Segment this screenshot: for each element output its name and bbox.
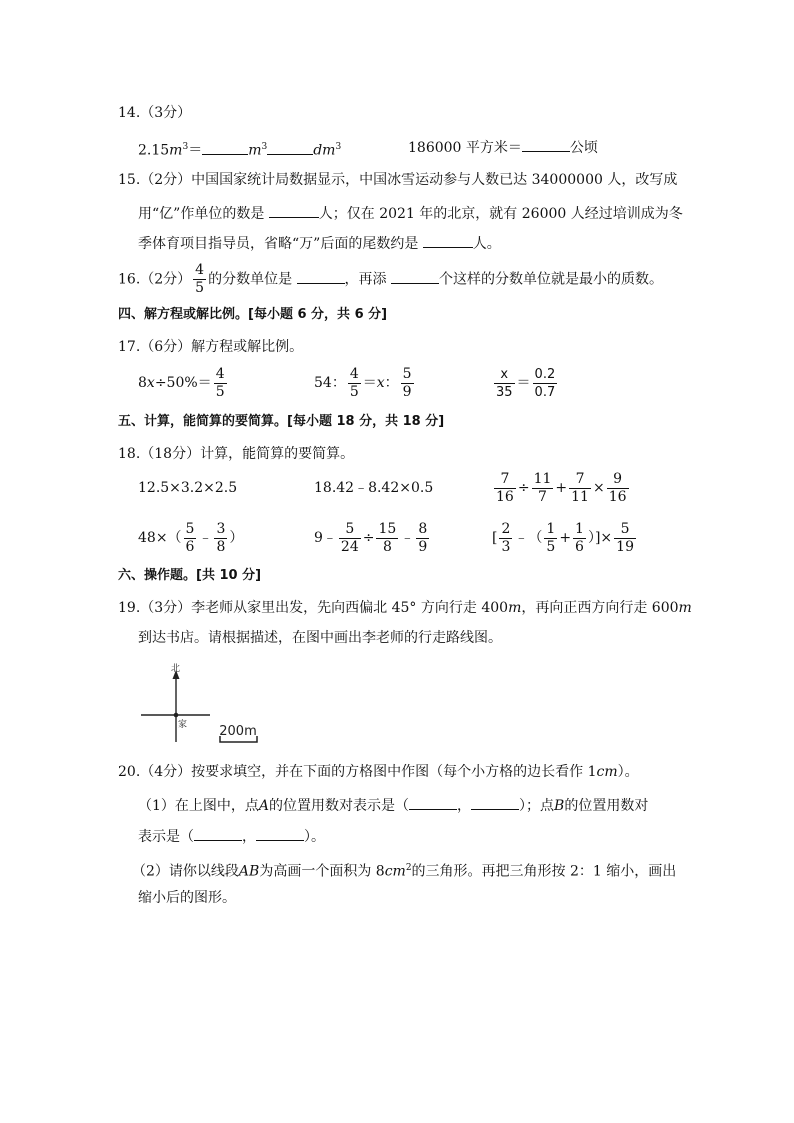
q20-segment-ab: AB [238,863,260,880]
q15-line3 [138,233,501,254]
q16-blank-2[interactable] [391,269,439,284]
q18-c3-n2: 11 [533,470,552,487]
q16-t2: ，再添 [344,271,387,288]
q14-blank-3[interactable] [522,137,570,152]
q17-eq3-den1: 35 [496,384,513,400]
q18-c6-frac3 [573,521,586,556]
q20-s1b: 的位置用数对表示是（ [269,798,410,814]
q18-c3-op3: × [592,480,605,496]
q14-sup3: 3 [335,142,342,152]
q20-s2-line1 [132,858,676,882]
q18-calc6 [492,520,638,556]
q20-line1 [118,762,639,782]
q19-unit-m1: m [508,600,522,616]
scale-label: 200m [219,724,257,739]
q20-s1d: 的位置用数对 [564,798,649,814]
q18-c6-n2: 1 [546,520,556,537]
home-point-icon [174,713,179,718]
q18-c5-d3: 9 [418,538,428,555]
q18-c5-pre: 9﹣ [314,530,337,546]
q18-c3-frac4 [607,471,629,506]
q17-eq2-mid: ＝ [362,375,377,391]
q17-eq2-frac1 [348,366,361,401]
q18-c3-op1: ÷ [517,480,530,496]
q18-c5-n1: 5 [339,521,361,539]
q18-c5-op2: ﹣ [400,530,415,546]
q18-c6-d2: 5 [546,538,556,555]
q20-s2c: 的三角形。再把三角形按 2：1 缩小，画出 [411,863,677,880]
q15-line2a: 用“亿”作单位的数是 [138,206,265,222]
q14-sup2: 3 [261,142,268,152]
q18-c4-n2: 3 [216,520,226,537]
q14-label: 14.（3分） [118,105,192,121]
compass-figure [138,660,278,748]
q18-c6-n1: 2 [501,520,511,537]
q18-c5-d1: 24 [340,538,359,555]
q17-eq2-pre: 54： [314,375,346,391]
q18-c6-d3: 6 [575,538,584,555]
q15-line2 [138,203,683,224]
q20-s1-line1 [138,795,648,816]
q14-eq: ＝ [188,142,203,159]
q20-blank-b-y[interactable] [256,826,304,841]
q14-value: 2.15 [138,142,170,159]
q18-c3-frac1 [494,471,516,506]
q20-point-a: A [258,798,270,814]
q17-label: 17.（6分）解方程或解比例。 [118,339,304,355]
q20-comma-2: ， [242,829,256,845]
q15-line1: 15.（2分）中国国家统计局数据显示，中国冰雪运动参与人数已达 34000000 人，改写成 [118,172,678,188]
q20-s1-line2 [138,826,325,847]
q15-blank-1[interactable] [269,203,319,218]
q20-line1a: 20.（4分）按要求填空，并在下面的方格图中作图（每个小方格的边长看作 1 [118,764,597,780]
q18-c3-d1: 16 [496,488,514,505]
q18-c3-n3: 7 [569,471,591,489]
q17-eq2-den1: 5 [349,383,359,400]
q17-eq2-x: x [376,375,385,391]
q17-eq3 [492,365,559,401]
q17-eq2-colon: ： [384,375,399,391]
q16-t1: 的分数单位是 [208,271,293,288]
home-label: 家 [178,720,188,730]
q18-c5-n3: 8 [418,520,428,537]
q20-unit-cm2: cm [384,863,406,880]
q17-eq2-num2: 5 [402,365,412,382]
q20-blank-a-x[interactable] [409,795,457,810]
q18-c4-d2: 8 [216,538,226,555]
q16-t3: 个这样的分数单位就是最小的质数。 [439,271,663,288]
q16-den: 5 [195,280,205,296]
q14-unit-m2: m [248,142,262,159]
q18-c5-d2: 8 [382,538,392,555]
q18-label: 18.（18分）计算，能简算的要简算。 [118,446,355,462]
q20-s2-line2: 缩小后的图形。 [138,890,236,906]
q15-line3b: 人。 [472,236,501,252]
q18-calc1: 12.5×3.2×2.5 [138,480,238,496]
q18-c5-frac3 [416,521,429,556]
north-label: 北 [171,664,181,674]
q20-unit-cm: cm [596,764,618,780]
q15-blank-2[interactable] [423,233,473,248]
q18-c3-d3: 11 [571,488,589,505]
q17-eq1 [138,365,229,401]
q18-c3-d4: 16 [608,488,627,505]
q15-line3a: 季体育项目指导员，省略“万”后面的尾数约是 [138,236,419,252]
q20-point-b: B [554,798,565,814]
q18-c3-n4: 9 [607,471,629,489]
q17-eq3-eq: ＝ [516,375,531,391]
q17-eq3-num2: 0.2 [534,366,556,382]
q20-s1e: 表示是（ [138,829,194,845]
q16-num: 4 [195,262,205,278]
q17-eq1-pre: 8 [138,375,147,391]
q20-sup2: 2 [405,863,412,873]
q18-c3-frac2 [532,471,554,506]
q18-c4-op: ﹣ [198,530,213,546]
q18-c6-frac4 [614,521,636,556]
q18-c4-d1: 6 [185,538,195,555]
q17-eq3-frac2 [533,366,558,401]
q18-c6-op3: ）]× [587,530,613,546]
q14-line [138,137,341,161]
q14-unit-dm: dm [313,142,336,159]
q16-line [118,262,663,297]
q20-line1b: ）。 [617,764,639,780]
q17-eq1-mid: ÷50%＝ [154,375,212,391]
q18-c5-frac2 [376,521,398,556]
q19-line1a: 19.（3分）李老师从家里出发，先向西偏北 45° 方向行走 400 [118,600,509,616]
q18-c3-frac3 [569,471,591,506]
q18-c3-op2: + [555,480,568,496]
q18-c4-n1: 5 [185,520,195,537]
section-5-title: 五、计算，能简算的要简算。[每小题 18 分，共 18 分] [118,414,445,429]
q19-line1b: ，再向正西方向行走 600 [521,600,679,616]
q20-blank-a-y[interactable] [471,795,519,810]
q18-calc3 [492,470,631,506]
q20-s2b: 为高画一个面积为 8 [259,863,385,880]
q17-eq3-num1: x [494,366,515,384]
q18-c6-d4: 19 [616,538,634,555]
q20-blank-b-x[interactable] [194,826,242,841]
q18-calc2: 18.42﹣8.42×0.5 [314,480,434,496]
q18-c6-n4: 5 [614,521,636,539]
q14-sup: 3 [182,142,189,152]
q18-calc4 [138,520,243,556]
q18-c3-d2: 7 [538,488,547,505]
q18-c5-frac1 [339,521,361,556]
q19-route-diagram[interactable] [138,660,278,748]
q20-comma-1: ， [457,798,472,814]
q18-c5-op1: ÷ [362,530,375,546]
q14-line-b [408,137,598,158]
q20-s1f: ）。 [304,829,325,845]
q17-eq1-num: 4 [215,365,225,382]
q18-c6-frac2 [544,521,557,556]
q20-s1a: （1）在上图中，点 [138,798,259,814]
section-6-title: 六、操作题。[共 10 分] [118,568,262,583]
q19-line1 [118,598,692,618]
q17-eq3-den2: 0.7 [534,384,556,400]
q20-s2a: （2）请你以线段 [132,863,239,880]
q18-c6-n3: 1 [575,520,584,537]
q14-unit-m: m [169,142,183,159]
q18-c6-op1: ﹣（ [514,530,543,546]
q20-s1c: ）；点 [519,798,555,814]
q18-c3-n1: 7 [494,471,516,489]
q18-c6-pre: [ [492,530,498,546]
q19-unit-m2: m [678,600,692,616]
q18-c6-d1: 3 [501,538,511,555]
q17-eq1-x: x [146,375,155,391]
q18-c4-frac2 [214,521,227,556]
q14-part2: 186000 平方米＝ [408,140,522,156]
q15-line2b: 人；仅在 2021 年的北京，就有 26000 人经过培训成为冬 [318,206,683,222]
q17-eq1-den: 5 [215,383,225,400]
q18-c4-post: ） [229,530,244,546]
q18-c6-op2: + [559,530,572,546]
section-4-title: 四、解方程或解比例。[每小题 6 分，共 6 分] [118,307,388,322]
q17-eq1-frac [214,366,227,401]
q17-eq2 [314,365,416,401]
q18-calc5 [314,520,431,556]
q14-blank-1[interactable] [202,140,248,155]
q17-eq2-frac2 [401,366,414,401]
q17-eq2-den2: 9 [402,383,412,400]
q16-blank-1[interactable] [297,269,345,284]
q19-line2: 到达书店。请根据描述，在图中画出李老师的行走路线图。 [138,630,502,646]
q17-eq3-frac1 [494,366,515,401]
q14-blank-2[interactable] [267,140,313,155]
q18-c4-pre: 48×（ [138,530,182,546]
q16-label: 16.（2分） [118,271,192,288]
q18-c4-frac1 [184,521,197,556]
q17-eq2-num1: 4 [349,365,359,382]
q16-fraction [193,262,206,297]
q18-c5-n2: 15 [378,520,397,537]
q18-c6-frac1 [499,521,512,556]
q14-part2-unit: 公顷 [569,140,598,156]
